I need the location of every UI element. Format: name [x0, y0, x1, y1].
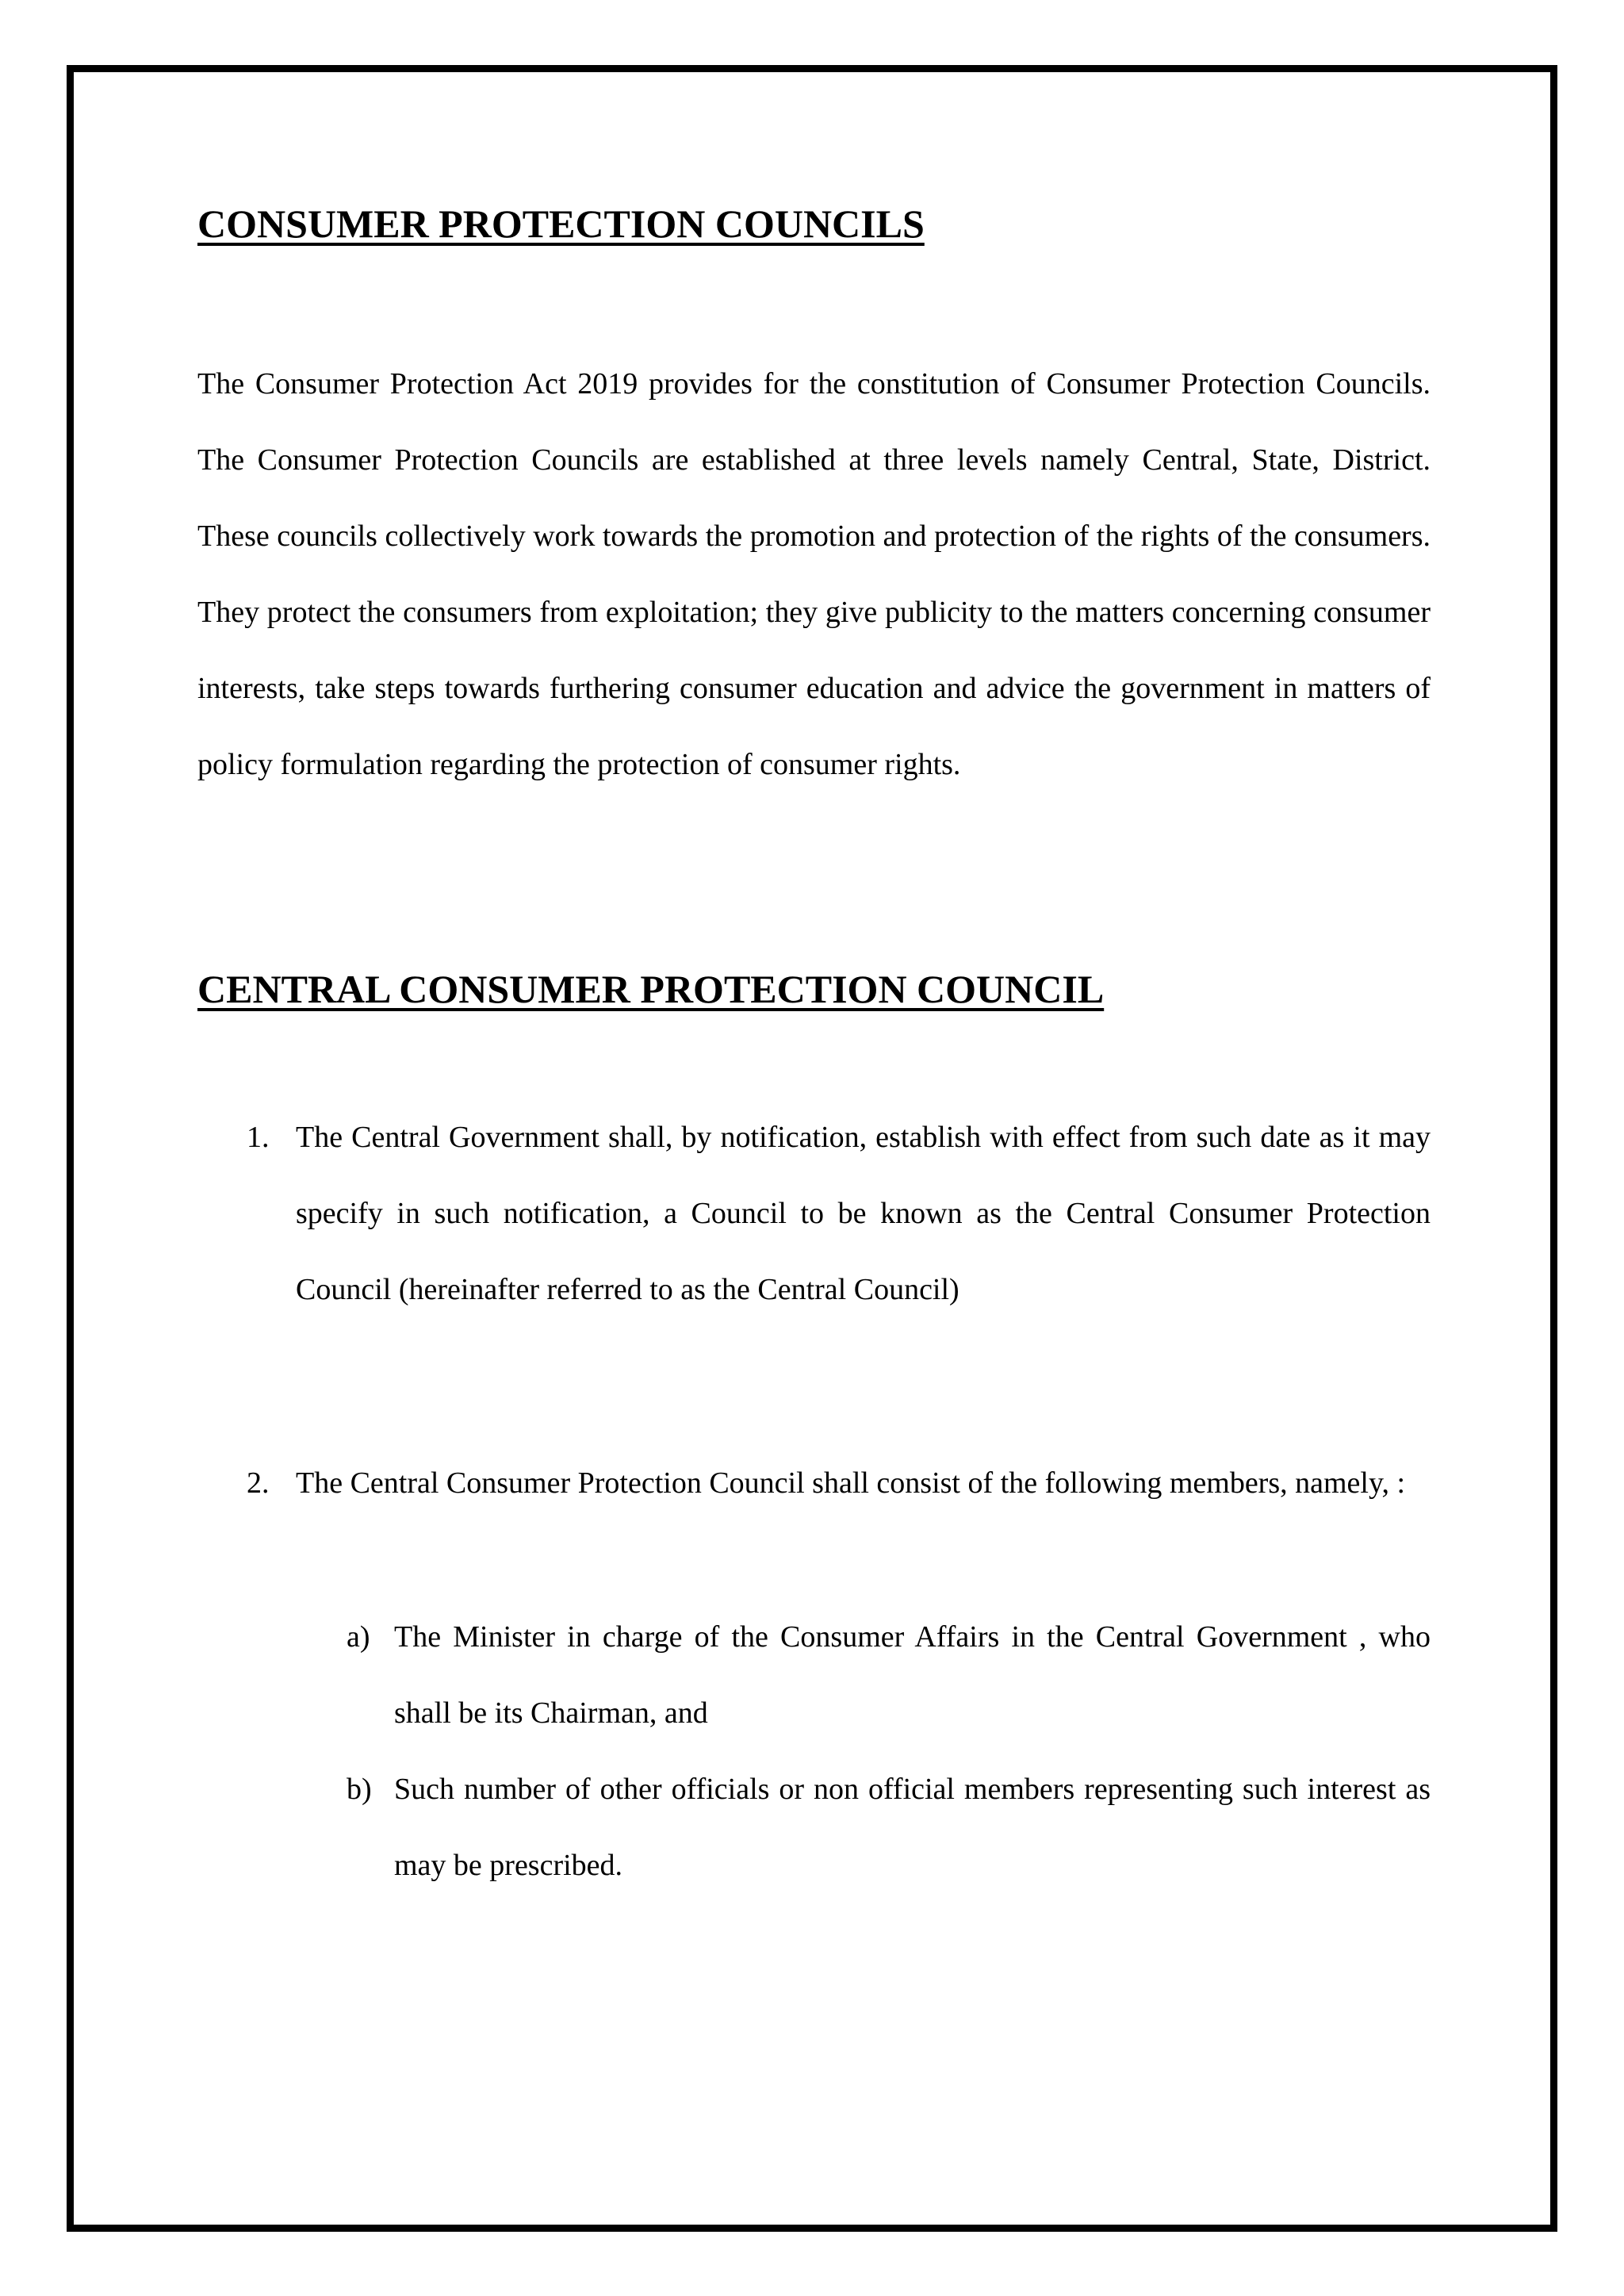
list-marker-2: 2. — [247, 1466, 270, 1500]
sub-item-a-text: The Minister in charge of the Consumer Affairs in the Central Government , who shall be its Chairman, and — [394, 1620, 1431, 1730]
sub-item-b — [347, 1751, 1431, 1903]
sub-marker-a: a) — [347, 1620, 370, 1654]
sub-marker-b: b) — [347, 1773, 372, 1806]
intro-paragraph: The Consumer Protection Act 2019 provides for the constitution of Consumer Protection Councils. The Consumer Protection Councils are established at three levels namely Central, State, District. These councils collectively work towards the promotion and protection of the rights of the consumers. They protect the consumers from exploitation; they give publicity to the matters concerning consumer interests, take steps towards furthering consumer education and advice the government in matters of policy formulation regarding the protection of consumer rights. — [197, 367, 1431, 781]
heading-consumer-protection-councils: CONSUMER PROTECTION COUNCILS — [197, 201, 925, 246]
sub-item-b-text: Such number of other officials or non official members representing such interest as may be prescribed. — [394, 1773, 1431, 1882]
list-item-2 — [247, 1445, 1431, 1521]
heading-central-council: CENTRAL CONSUMER PROTECTION COUNCIL — [197, 967, 1105, 1011]
list-item-1-text: The Central Government shall, by notification, establish with effect from such date as it may specify in such notification, a Council to be known as the Central Consumer Protection Council (hereinafter referred to as the Central Council) — [296, 1121, 1431, 1306]
list-item-2-text: The Central Consumer Protection Council shall consist of the following members, namely, : — [296, 1466, 1406, 1500]
list-item-1 — [247, 1099, 1431, 1328]
sub-item-a — [347, 1599, 1431, 1751]
list-marker-1: 1. — [247, 1121, 270, 1154]
